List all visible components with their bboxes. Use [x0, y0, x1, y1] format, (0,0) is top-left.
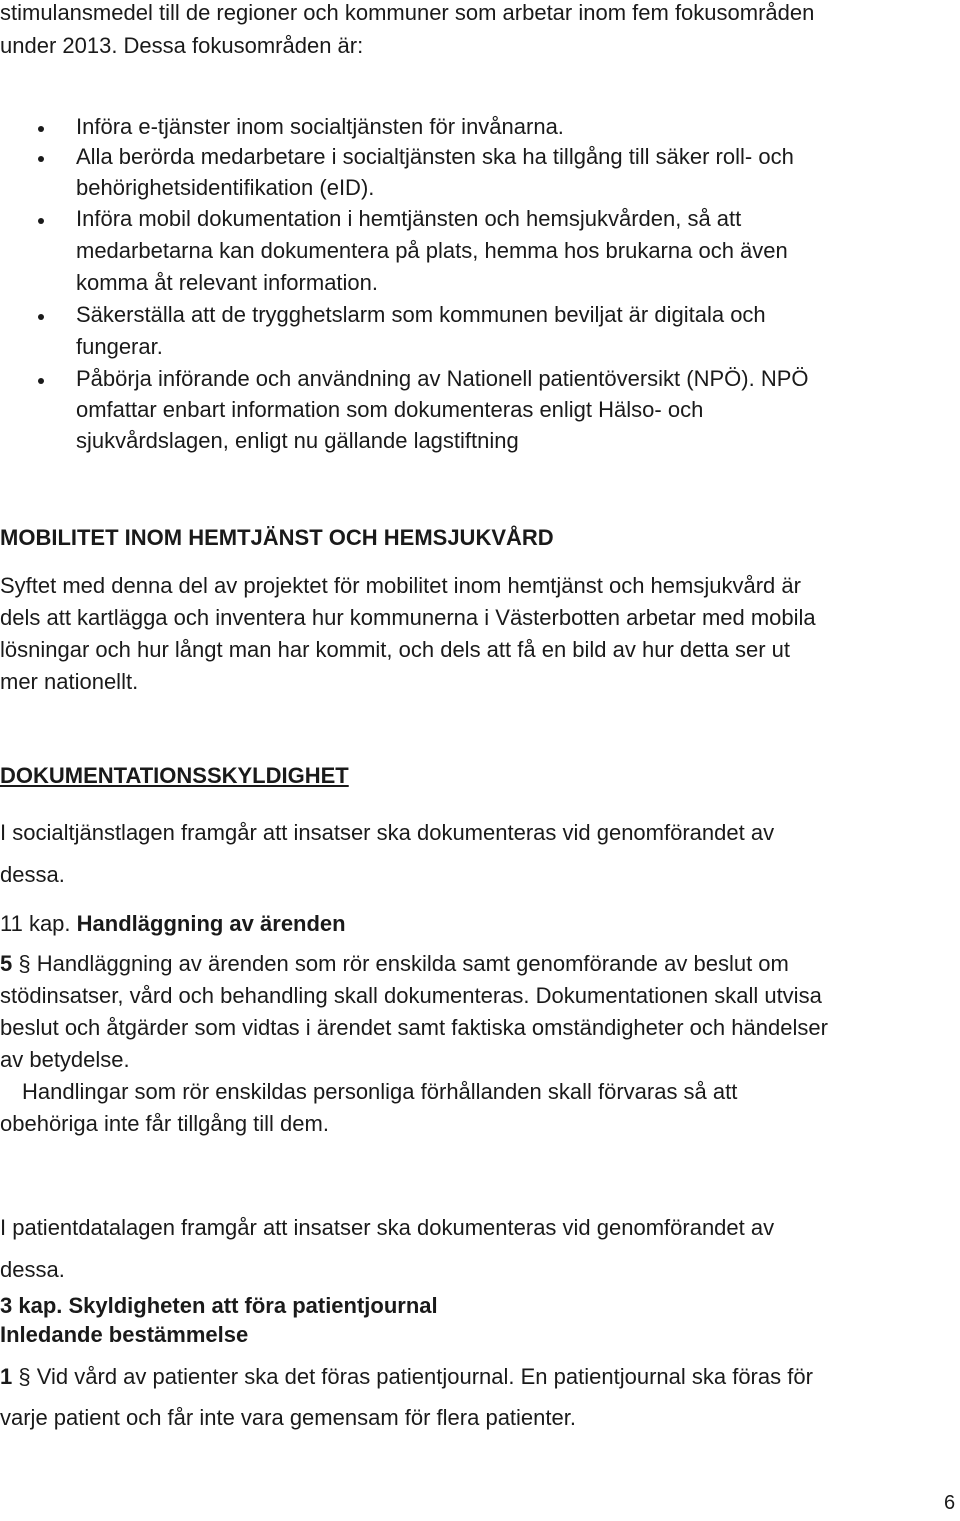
sol-paragraph-first-line — [0, 951, 789, 976]
focus-area-item-cont: medarbetarna kan dokumentera på plats, hemma hos brukarna och även — [76, 238, 788, 263]
pdl-intro-line-1: I patientdatalagen framgår att insatser ska dokumenteras vid genomförandet av — [0, 1215, 775, 1240]
page-number: 6 — [944, 1492, 956, 1514]
sol-paragraph-line: stödinsatser, vård och behandling skall dokumenteras. Dokumentationen skall utvisa — [0, 983, 822, 1008]
pdl-intro-line-2: dessa. — [0, 1257, 65, 1282]
pdl-paragraph-number: 1 — [0, 1364, 13, 1389]
sol-chapter-heading — [0, 911, 346, 936]
sol-paragraph-number: 5 — [0, 951, 13, 976]
bullet-dot-icon — [38, 156, 44, 162]
focus-area-item: Alla berörda medarbetare i socialtjänsten ska ha tillgång till säker roll- och — [76, 144, 794, 169]
pdl-chapter-heading: 3 kap. Skyldigheten att föra patientjournal — [0, 1293, 438, 1318]
intro-line-1: stimulansmedel till de regioner och kommuner som arbetar inom fem fokusområden — [0, 0, 815, 25]
section-sign-icon: § — [18, 1364, 31, 1389]
section-sign-icon: § — [18, 951, 31, 976]
sol-paragraph-line: av betydelse. — [0, 1047, 130, 1072]
focus-area-item-cont: komma åt relevant information. — [76, 270, 379, 295]
pdl-paragraph-text: Vid vård av patienter ska det föras patientjournal. En patientjournal ska föras för — [36, 1364, 813, 1389]
focus-area-item: Säkerställa att de trygghetslarm som kommunen beviljat är digitala och — [76, 302, 766, 327]
sol-intro-line-2: dessa. — [0, 862, 65, 887]
mobility-heading: MOBILITET INOM HEMTJÄNST OCH HEMSJUKVÅRD — [0, 525, 554, 550]
pdl-subheading: Inledande bestämmelse — [0, 1322, 249, 1347]
bullet-dot-icon — [38, 126, 44, 132]
pdl-paragraph-first-line — [0, 1364, 813, 1389]
bullet-dot-icon — [38, 378, 44, 384]
intro-line-2: under 2013. Dessa fokusområden är: — [0, 33, 364, 58]
sol-paragraph2-line: Handlingar som rör enskildas personliga förhållanden skall förvaras så att — [22, 1079, 738, 1104]
focus-area-item-cont: behörighetsidentifikation (eID). — [76, 175, 375, 200]
mobility-paragraph-line: mer nationellt. — [0, 669, 139, 694]
mobility-paragraph-line: Syftet med denna del av projektet för mobilitet inom hemtjänst och hemsjukvård är — [0, 573, 801, 598]
focus-area-item-cont: sjukvårdslagen, enligt nu gällande lagstiftning — [76, 428, 519, 453]
focus-area-item-cont: omfattar enbart information som dokumenteras enligt Hälso- och — [76, 397, 704, 422]
focus-area-item-cont: fungerar. — [76, 334, 163, 359]
sol-intro-line-1: I socialtjänstlagen framgår att insatser ska dokumenteras vid genomförandet av — [0, 820, 775, 845]
sol-chapter-prefix: 11 kap. — [0, 911, 71, 936]
sol-chapter-title: Handläggning av ärenden — [76, 911, 346, 936]
focus-area-item: Införa mobil dokumentation i hemtjänsten och hemsjukvården, så att — [76, 206, 742, 231]
focus-area-item: Påbörja införande och användning av Nationell patientöversikt (NPÖ). NPÖ — [76, 366, 809, 391]
mobility-paragraph-line: lösningar och hur långt man har kommit, och dels att få en bild av hur detta ser ut — [0, 637, 790, 662]
bullet-dot-icon — [38, 218, 44, 224]
sol-paragraph-line: beslut och åtgärder som vidtas i ärendet samt faktiska omständigheter och händelser — [0, 1015, 828, 1040]
mobility-paragraph-line: dels att kartlägga och inventera hur kommunerna i Västerbotten arbetar med mobila — [0, 605, 816, 630]
focus-area-item: Införa e-tjänster inom socialtjänsten för invånarna. — [76, 114, 564, 139]
sol-paragraph-text: Handläggning av ärenden som rör enskilda samt genomförande av beslut om — [36, 951, 789, 976]
sol-paragraph2-line: obehöriga inte får tillgång till dem. — [0, 1111, 329, 1136]
bullet-dot-icon — [38, 314, 44, 320]
documentation-heading: DOKUMENTATIONSSKYLDIGHET — [0, 763, 349, 788]
pdl-paragraph-line: varje patient och får inte vara gemensam för flera patienter. — [0, 1405, 576, 1430]
